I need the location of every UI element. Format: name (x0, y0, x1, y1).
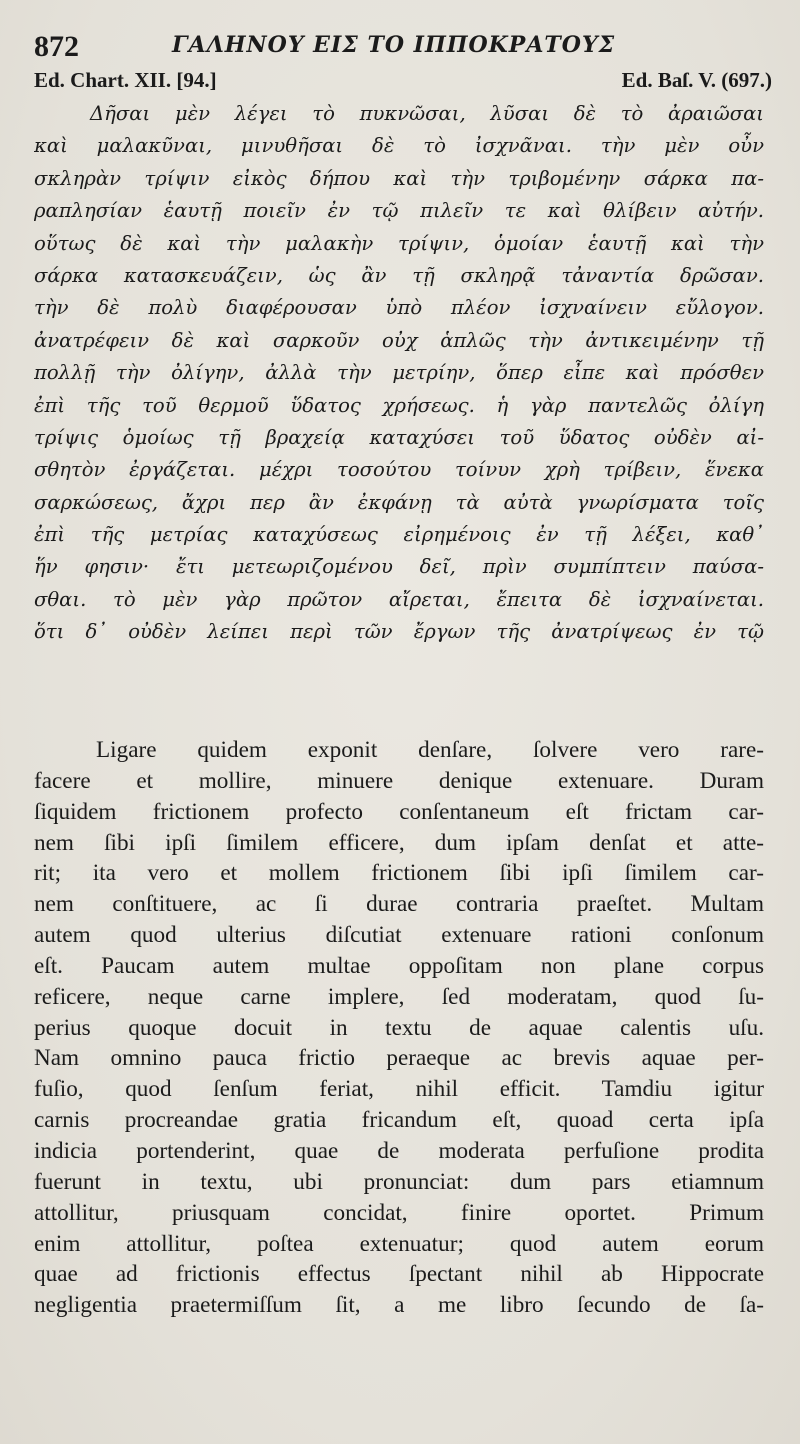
latin-line: autem quod ulterius diſcutiat extenuare rationi conſonum (34, 922, 764, 949)
greek-line: ραπλησίαν ἑαυτῇ ποιεῖν ἐν τῷ πιλεῖν τε καὶ θλίβειν αὐτήν. (34, 199, 764, 223)
greek-line: ἀνατρέφειν δὲ καὶ σαρκοῦν οὐχ ἁπλῶς τὴν ἀντικειμένην τῇ (34, 328, 764, 352)
greek-text-block (34, 98, 764, 649)
latin-line: negligentia praetermiſſum ſit, a me libro ſecundo de ſa- (34, 1292, 764, 1319)
latin-line: quae ad frictionis effectus ſpectant nihil ab Hippocrate (34, 1261, 764, 1288)
latin-line: enim attollitur, poſtea extenuatur; quod autem eorum (34, 1230, 764, 1257)
greek-line: σαρκώσεως, ἄχρι περ ἂν ἐκφάνῃ τὰ αὐτὰ γνωρίσματα τοῖς (34, 490, 764, 514)
greek-line: τρίψις ὁμοίως τῇ βραχείᾳ καταχύσει τοῦ ὕδατος οὐδὲν αἰ- (34, 425, 764, 449)
greek-line: πολλῇ τὴν ὀλίγην, ἀλλὰ τὴν μετρίην, ὅπερ εἶπε καὶ πρόσθεν (34, 361, 764, 385)
greek-line: ὅτι δ᾽ οὐδὲν λείπει περὶ τῶν ἔργων τῆς ἀνατρίψεως ἐν τῷ (34, 620, 764, 644)
latin-line: Nam omnino pauca frictio peraeque ac brevis aquae per- (34, 1045, 764, 1072)
greek-line: σθητὸν ἐργάζεται. μέχρι τοσούτου τοίνυν χρὴ τρίβειν, ἕνεκα (34, 458, 764, 482)
latin-line: indicia portenderint, quae de moderata perfuſione prodita (34, 1137, 764, 1164)
latin-line: fuerunt in textu, ubi pronunciat: dum pars etiamnum (34, 1168, 764, 1195)
greek-line: σάρκα κατασκευάζειν, ὡς ἂν τῇ σκληρᾷ τἀναντία δρῶσαν. (34, 263, 764, 287)
latin-line: Ligare quidem exponit denſare, ſolvere vero rare- (96, 737, 764, 763)
edition-reference-basel: Ed. Baſ. V. (697.) (621, 68, 772, 92)
greek-line: τὴν δὲ πολὺ διαφέρουσαν ὑπὸ πλέον ἰσχναίνειν εὔλογον. (34, 296, 764, 320)
greek-line: ἐπὶ τῆς τοῦ θερμοῦ ὕδατος χρήσεως. ἡ γὰρ παντελῶς ὀλίγη (34, 393, 764, 417)
edition-reference-row (34, 68, 772, 96)
latin-line: eſt. Paucam autem multae oppoſitam non plane corpus (34, 952, 764, 979)
latin-line: facere et mollire, minuere denique extenuare. Duram (34, 767, 764, 794)
latin-line: nem conſtituere, ac ſi durae contraria praeſtet. Multam (34, 891, 764, 918)
greek-line: οὕτως δὲ καὶ τὴν μαλακὴν τρίψιν, ὁμοίαν ἑαυτῇ καὶ τὴν (34, 231, 764, 255)
latin-line: ſiquidem frictionem profecto conſentaneum eſt frictam car- (34, 798, 764, 825)
greek-line: ἐπὶ τῆς μετρίας καταχύσεως εἰρημένοις ἐν τῇ λέξει, καθ᾽ (34, 523, 764, 547)
greek-line: σκληρὰν τρίψιν εἰκὸς δήπου καὶ τὴν τριβομένην σάρκα πα- (34, 166, 764, 190)
greek-line: Δῆσαι μὲν λέγει τὸ πυκνῶσαι, λῦσαι δὲ τὸ ἀραιῶσαι (90, 102, 764, 125)
latin-line: nem ſibi ipſi ſimilem efficere, dum ipſam denſat et atte- (34, 829, 764, 856)
greek-line: σθαι. τὸ μὲν γὰρ πρῶτον αἴρεται, ἔπειτα δὲ ἰσχναίνεται. (34, 587, 764, 611)
latin-line: rit; ita vero et mollem frictionem ſibi ipſi ſimilem car- (34, 860, 764, 887)
latin-line: perius quoque docuit in textu de aquae calentis uſu. (34, 1014, 764, 1041)
page-header (34, 28, 774, 68)
latin-line: fuſio, quod ſenſum feriat, nihil efficit. Tamdiu igitur (34, 1076, 764, 1103)
latin-line: carnis procreandae gratia fricandum eſt, quoad certa ipſa (34, 1107, 764, 1134)
running-title: ΓΑΛΗΝΟΥ ΕΙΣ ΤΟ ΙΠΠΟΚΡΑΤΟΥΣ (172, 32, 616, 58)
page-number: 872 (34, 30, 79, 63)
greek-line: ἥν φησιν· ἔτι μετεωριζομένου δεῖ, πρὶν συμπίπτειν παύσα- (34, 555, 764, 579)
latin-line: attollitur, priusquam concidat, finire oportet. Primum (34, 1199, 764, 1226)
latin-text-block (34, 735, 764, 1321)
edition-reference-chartier: Ed. Chart. XII. [94.] (34, 68, 217, 92)
greek-line: καὶ μαλακῦναι, μινυθῆσαι δὲ τὸ ἰσχνᾶναι. τὴν μὲν οὖν (34, 134, 764, 158)
latin-line: reficere, neque carne implere, ſed moderatam, quod ſu- (34, 983, 764, 1010)
